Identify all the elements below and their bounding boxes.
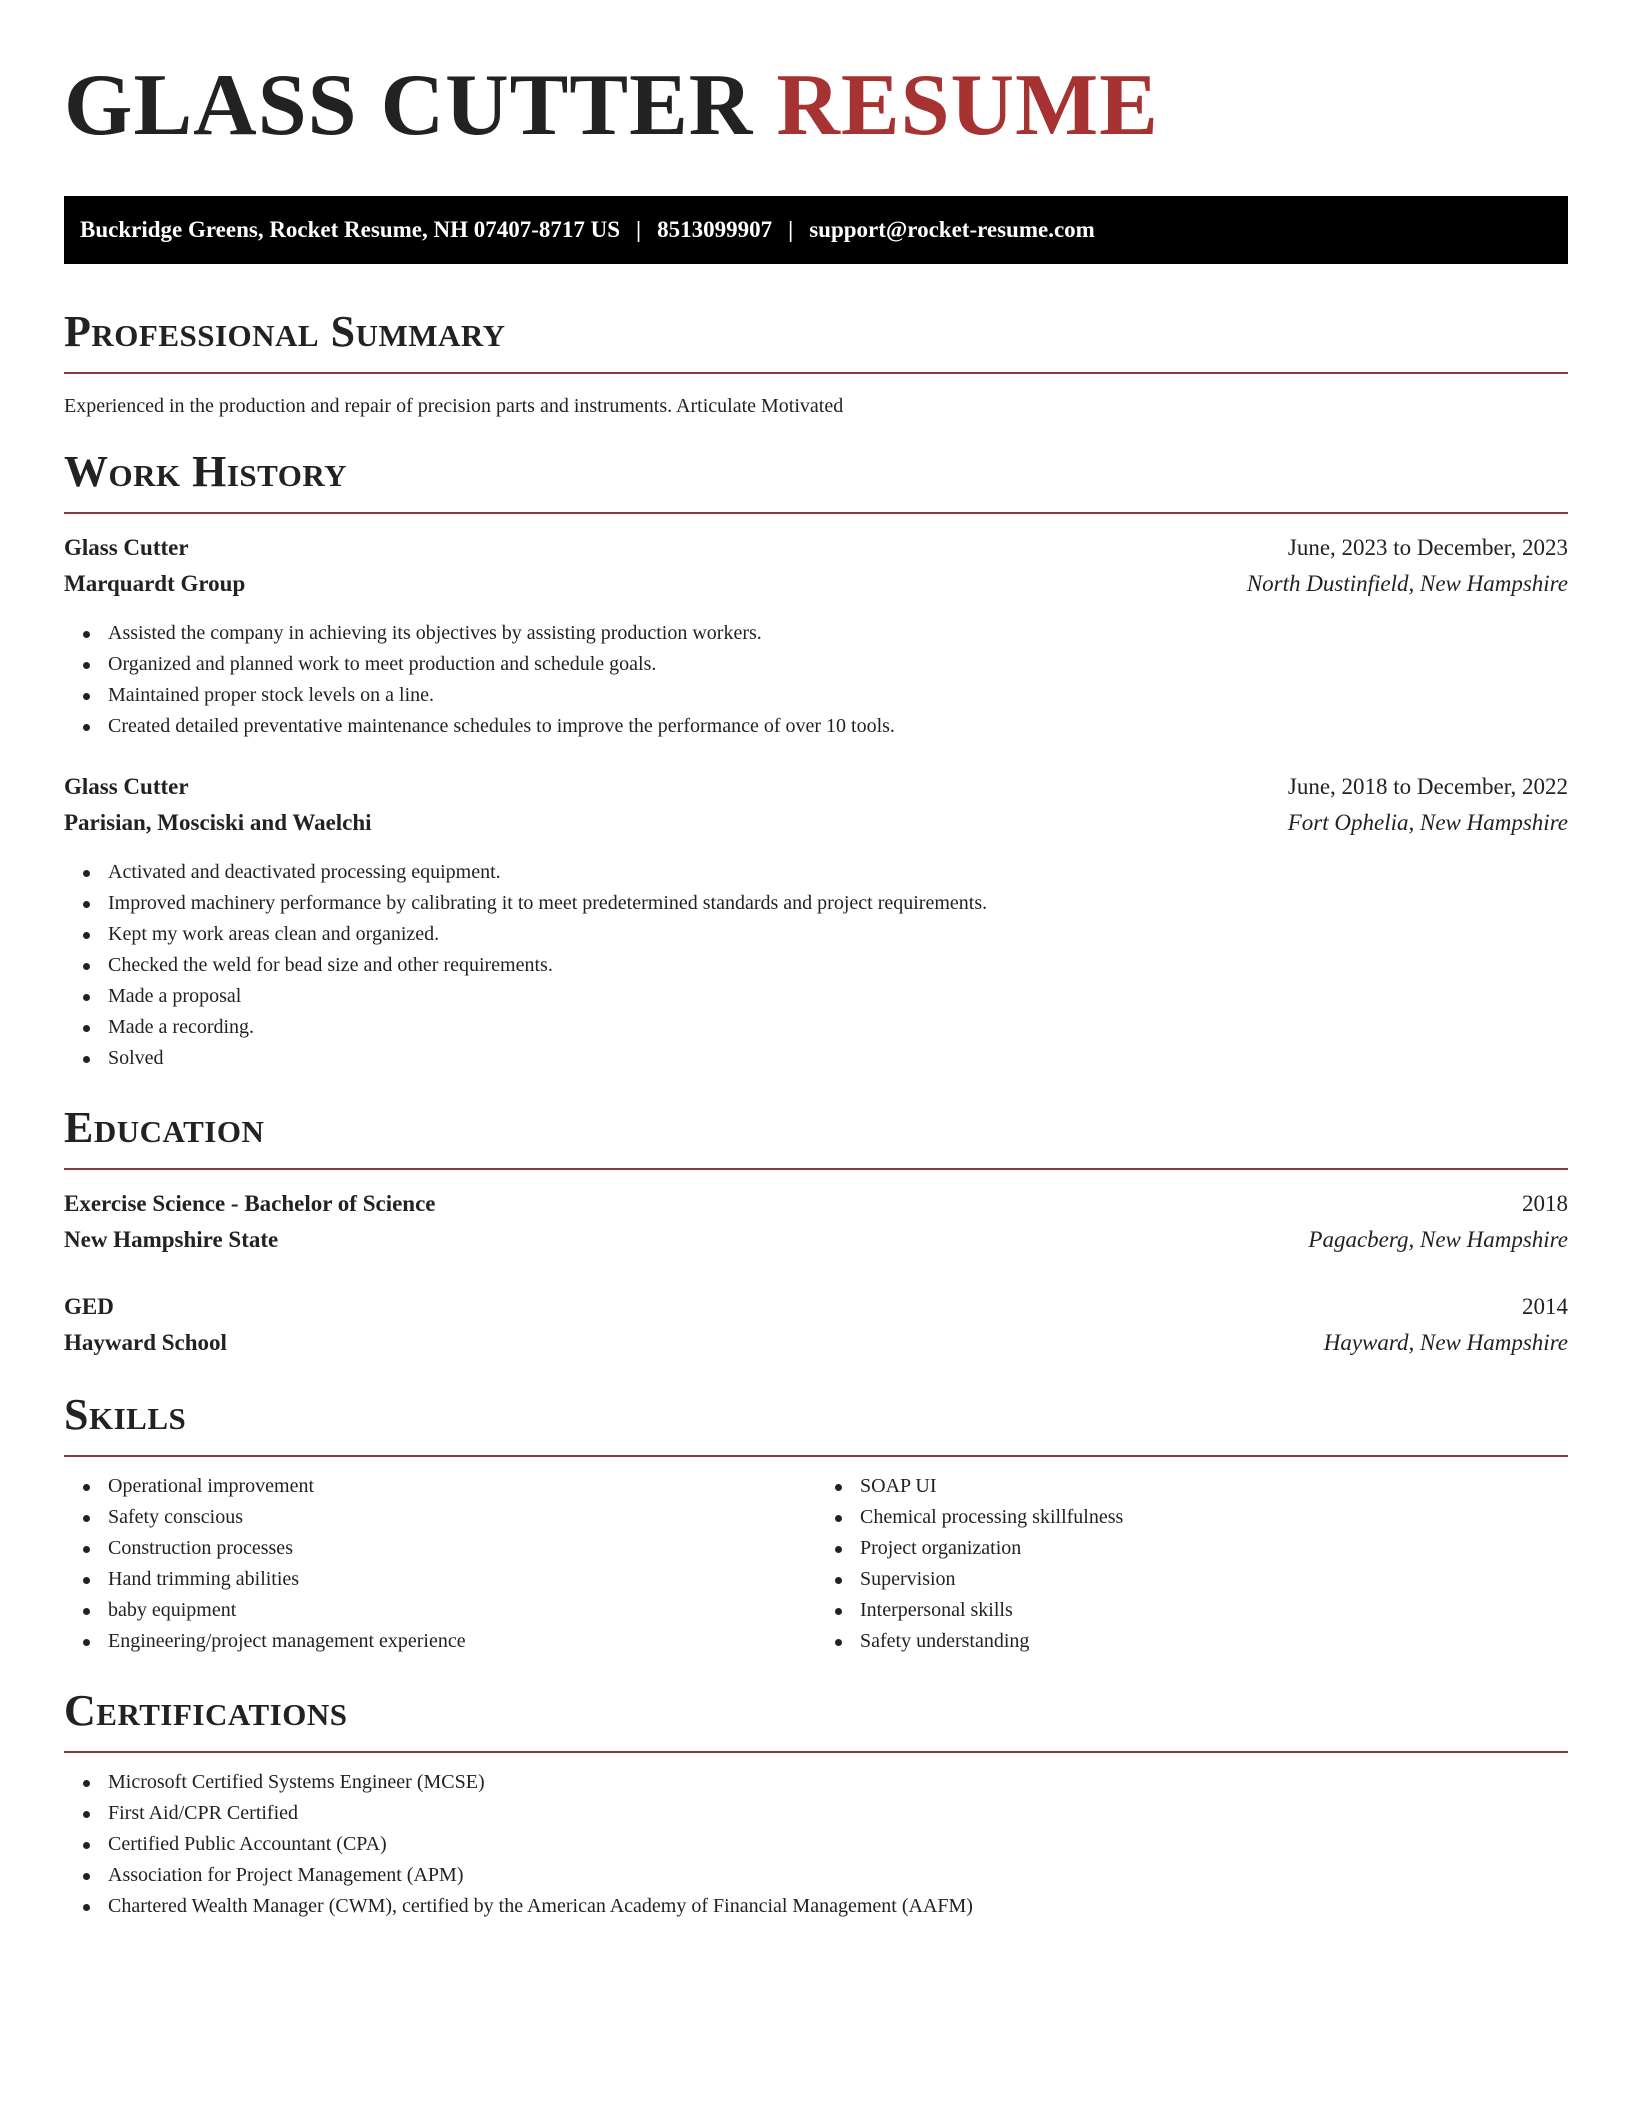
- list-item: Supervision: [860, 1564, 1568, 1595]
- work-history-heading: Work History: [64, 447, 348, 496]
- list-item: Improved machinery performance by calibrating it to meet predetermined standards and project requirements.: [108, 888, 1568, 919]
- certifications-section: [64, 1685, 1568, 1922]
- education-entry: [64, 1289, 1568, 1361]
- job-location: Fort Ophelia, New Hampshire: [1287, 810, 1568, 835]
- list-item: Operational improvement: [108, 1471, 816, 1502]
- list-item: Chemical processing skillfulness: [860, 1502, 1568, 1533]
- list-item: Construction processes: [108, 1533, 816, 1564]
- certifications-list: [64, 1767, 1568, 1922]
- skills-list-left: [64, 1471, 816, 1657]
- contact-address: Buckridge Greens, Rocket Resume, NH 07407-8717 US: [80, 217, 621, 242]
- title-accent: RESUME: [776, 57, 1159, 154]
- list-item: Safety conscious: [108, 1502, 816, 1533]
- job-entry: [64, 530, 1568, 742]
- education-year: 2018: [1522, 1191, 1568, 1216]
- education-location: Pagacberg, New Hampshire: [1308, 1227, 1568, 1252]
- contact-separator: |: [788, 217, 794, 242]
- resume-title: [64, 56, 1568, 156]
- list-item: Microsoft Certified Systems Engineer (MCSE): [108, 1767, 1568, 1798]
- education-school-row: [64, 1222, 1568, 1258]
- job-title: Glass Cutter: [64, 774, 189, 799]
- skills-section: [64, 1389, 1568, 1657]
- list-item: Activated and deactivated processing equipment.: [108, 857, 1568, 888]
- list-item: Hand trimming abilities: [108, 1564, 816, 1595]
- job-company-row: [64, 566, 1568, 602]
- list-item: baby equipment: [108, 1595, 816, 1626]
- summary-heading: Professional Summary: [64, 307, 506, 356]
- list-item: Checked the weld for bead size and other requirements.: [108, 950, 1568, 981]
- education-location: Hayward, New Hampshire: [1323, 1330, 1568, 1355]
- section-divider: [64, 1455, 1568, 1457]
- education-school-row: [64, 1325, 1568, 1361]
- section-divider: [64, 1168, 1568, 1170]
- education-degree-row: [64, 1186, 1568, 1222]
- job-title: Glass Cutter: [64, 535, 189, 560]
- list-item: First Aid/CPR Certified: [108, 1798, 1568, 1829]
- list-item: Created detailed preventative maintenance schedules to improve the performance of over 10 tools.: [108, 711, 1568, 742]
- education-degree: GED: [64, 1294, 114, 1319]
- education-year: 2014: [1522, 1294, 1568, 1319]
- job-title-row: [64, 769, 1568, 805]
- list-item: Made a recording.: [108, 1012, 1568, 1043]
- job-company: Parisian, Mosciski and Waelchi: [64, 810, 372, 835]
- list-item: Association for Project Management (APM): [108, 1860, 1568, 1891]
- contact-bar: [64, 196, 1568, 264]
- work-history-section: [64, 446, 1568, 1074]
- list-item: Chartered Wealth Manager (CWM), certified by the American Academy of Financial Management (AAFM): [108, 1891, 1568, 1922]
- title-main: GLASS CUTTER: [64, 57, 754, 154]
- job-dates: June, 2023 to December, 2023: [1287, 535, 1568, 560]
- education-degree: Exercise Science - Bachelor of Science: [64, 1191, 436, 1216]
- job-company: Marquardt Group: [64, 571, 246, 596]
- job-title-row: [64, 530, 1568, 566]
- job-entry: [64, 769, 1568, 1074]
- list-item: Assisted the company in achieving its objectives by assisting production workers.: [108, 618, 1568, 649]
- contact-phone: 8513099907: [657, 217, 773, 242]
- section-divider: [64, 1751, 1568, 1753]
- list-item: Maintained proper stock levels on a line.: [108, 680, 1568, 711]
- job-company-row: [64, 805, 1568, 841]
- education-degree-row: [64, 1289, 1568, 1325]
- education-heading: Education: [64, 1103, 265, 1152]
- education-section: [64, 1102, 1568, 1361]
- summary-text: Experienced in the production and repair of precision parts and instruments. Articulate Motivated: [64, 395, 844, 417]
- job-bullets: [64, 857, 1568, 1074]
- list-item: Interpersonal skills: [860, 1595, 1568, 1626]
- contact-email: support@rocket-resume.com: [809, 217, 1095, 242]
- job-bullets: [64, 618, 1568, 742]
- job-dates: June, 2018 to December, 2022: [1287, 774, 1568, 799]
- education-school: Hayward School: [64, 1330, 227, 1355]
- list-item: Organized and planned work to meet production and schedule goals.: [108, 649, 1568, 680]
- list-item: Solved: [108, 1043, 1568, 1074]
- section-divider: [64, 372, 1568, 374]
- list-item: SOAP UI: [860, 1471, 1568, 1502]
- list-item: Project organization: [860, 1533, 1568, 1564]
- contact-separator: |: [636, 217, 642, 242]
- skills-list-right: [816, 1471, 1568, 1657]
- skills-columns: [64, 1471, 1568, 1657]
- certifications-heading: Certifications: [64, 1686, 348, 1735]
- education-school: New Hampshire State: [64, 1227, 279, 1252]
- skills-heading: Skills: [64, 1390, 187, 1439]
- list-item: Safety understanding: [860, 1626, 1568, 1657]
- section-divider: [64, 512, 1568, 514]
- job-location: North Dustinfield, New Hampshire: [1246, 571, 1568, 596]
- list-item: Kept my work areas clean and organized.: [108, 919, 1568, 950]
- list-item: Engineering/project management experience: [108, 1626, 816, 1657]
- summary-section: [64, 306, 1568, 420]
- education-entry: [64, 1186, 1568, 1258]
- list-item: Certified Public Accountant (CPA): [108, 1829, 1568, 1860]
- list-item: Made a proposal: [108, 981, 1568, 1012]
